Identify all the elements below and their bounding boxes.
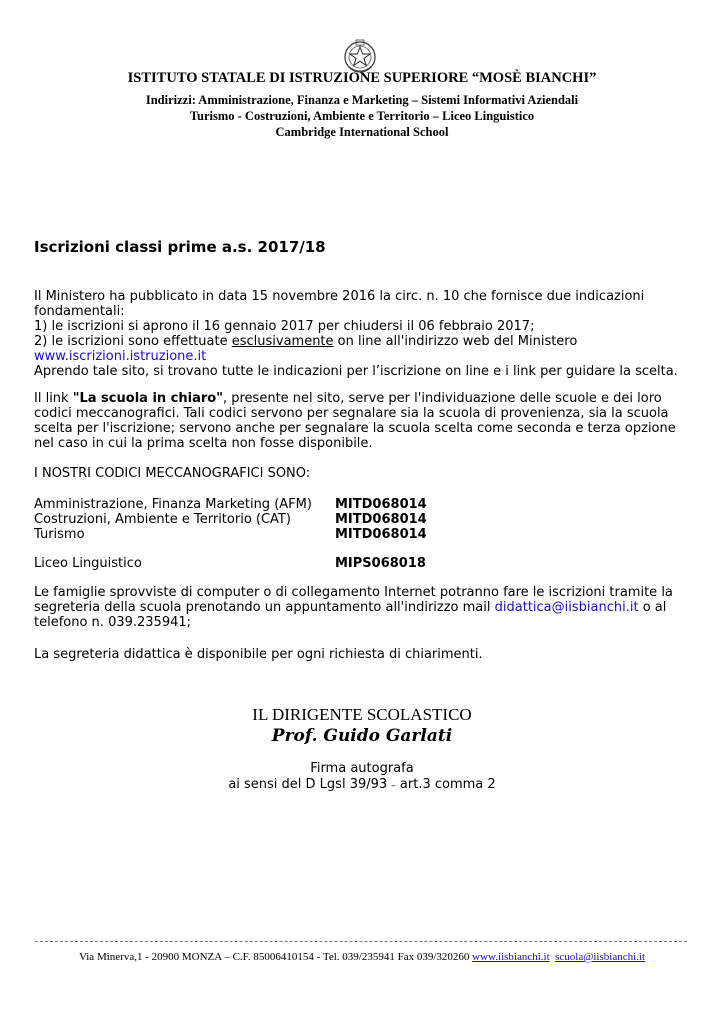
ministry-link[interactable]: www.iscrizioni.istruzione.it (34, 349, 207, 364)
point-2-emphasis: esclusivamente (231, 334, 334, 349)
code-row (34, 556, 426, 571)
code-label: Turismo (34, 527, 85, 542)
footer-divider (35, 941, 687, 942)
signature-note-1: Firma autografa (310, 761, 414, 776)
codes-list (34, 497, 427, 571)
code-label: Costruzioni, Ambiente e Territorio (CAT) (34, 512, 291, 527)
scuola-in-chiaro-label: "La scuola in chiaro" (72, 391, 223, 406)
code-value: MITD068014 (335, 497, 427, 512)
code-value: MITD068014 (335, 527, 427, 542)
point-2-post: on line all'indirizzo web del Ministero (333, 334, 578, 349)
code-label: Liceo Linguistico (34, 556, 142, 571)
school-cambridge: Cambridge International School (275, 125, 449, 139)
p4-pre: Le famiglie sprovviste di computer o di collegamento Internet potranno fare le iscrizioni tramite la segreteria della scuola prenotando un appuntamento all'indirizzo mail (34, 585, 673, 615)
note2-pre: ai sensi del D Lgsl 39/93 (228, 777, 392, 792)
paragraph-segreteria: La segreteria didattica è disponibile per ogni richiesta di chiarimenti. (34, 647, 483, 662)
point-2-pre: 2) le iscrizioni sono effettuate (34, 334, 232, 349)
signature-name: Prof. Guido Garlati (271, 726, 453, 746)
footer-address: Via Minerva,1 - 20900 MONZA – C.F. 85006410154 - Tel. 039/235941 Fax 039/320260 (78, 951, 473, 963)
school-name: ISTITUTO STATALE DI ISTRUZIONE SUPERIORE “MOSÈ BIANCHI” (127, 70, 597, 86)
code-row (34, 497, 427, 512)
signature-role: IL DIRIGENTE SCOLASTICO (252, 705, 472, 724)
note2-post: art.3 comma 2 (395, 777, 496, 792)
footer-web-link[interactable]: www.iisbianchi.it (472, 951, 550, 963)
document-title: Iscrizioni classi prime a.s. 2017/18 (34, 238, 326, 256)
p2-post: , presente nel sito, serve per l'individuazione delle scuole e dei loro codici meccanografici. Tali codici servono per segnalare sia la scuola di provenienza, sia la scuola scelta per l'iscrizione; servono anche per segnalare la scuola scelta come seconda e terza opzione nel caso in cui la prima scelta non fosse disponibile. (34, 391, 676, 451)
code-label: Amministrazione, Finanza Marketing (AFM) (34, 497, 312, 512)
signature-note-2 (0, 777, 724, 792)
note2-dash: – (391, 781, 396, 791)
ministry-intro: Il Ministero ha pubblicato in data 15 novembre 2016 la circ. n. 10 che fornisce due indicazioni fondamentali: (34, 289, 645, 319)
ministry-outro: Aprendo tale sito, si trovano tutte le indicazioni per l’iscrizione on line e i link per guidare la scelta. (34, 364, 678, 379)
p2-pre: Il link (34, 391, 73, 406)
code-value: MITD068014 (335, 512, 427, 527)
code-row (34, 512, 427, 527)
school-courses-line2: Turismo - Costruzioni, Ambiente e Territorio – Liceo Linguistico (189, 109, 535, 123)
code-row (34, 527, 427, 542)
code-value: MIPS068018 (335, 556, 426, 571)
ministry-point-1: 1) le iscrizioni si aprono il 16 gennaio 2017 per chiudersi il 06 febbraio 2017; (34, 319, 535, 334)
footer (0, 951, 724, 963)
codes-heading: I NOSTRI CODICI MECCANOGRAFICI SONO: (34, 466, 311, 481)
footer-email-link[interactable]: scuola@iisbianchi.it (555, 951, 646, 963)
paragraph-ministry (34, 289, 694, 379)
paragraph-scuola-in-chiaro (34, 391, 694, 451)
didattica-email-link[interactable]: didattica@iisbianchi.it (494, 600, 639, 615)
p4-post: o al telefono n. 039.235941; (34, 600, 667, 630)
ministry-point-2 (34, 334, 694, 349)
school-courses-line1: Indirizzi: Amministrazione, Finanza e Marketing – Sistemi Informativi Aziendali (145, 93, 579, 107)
paragraph-families (34, 585, 694, 630)
